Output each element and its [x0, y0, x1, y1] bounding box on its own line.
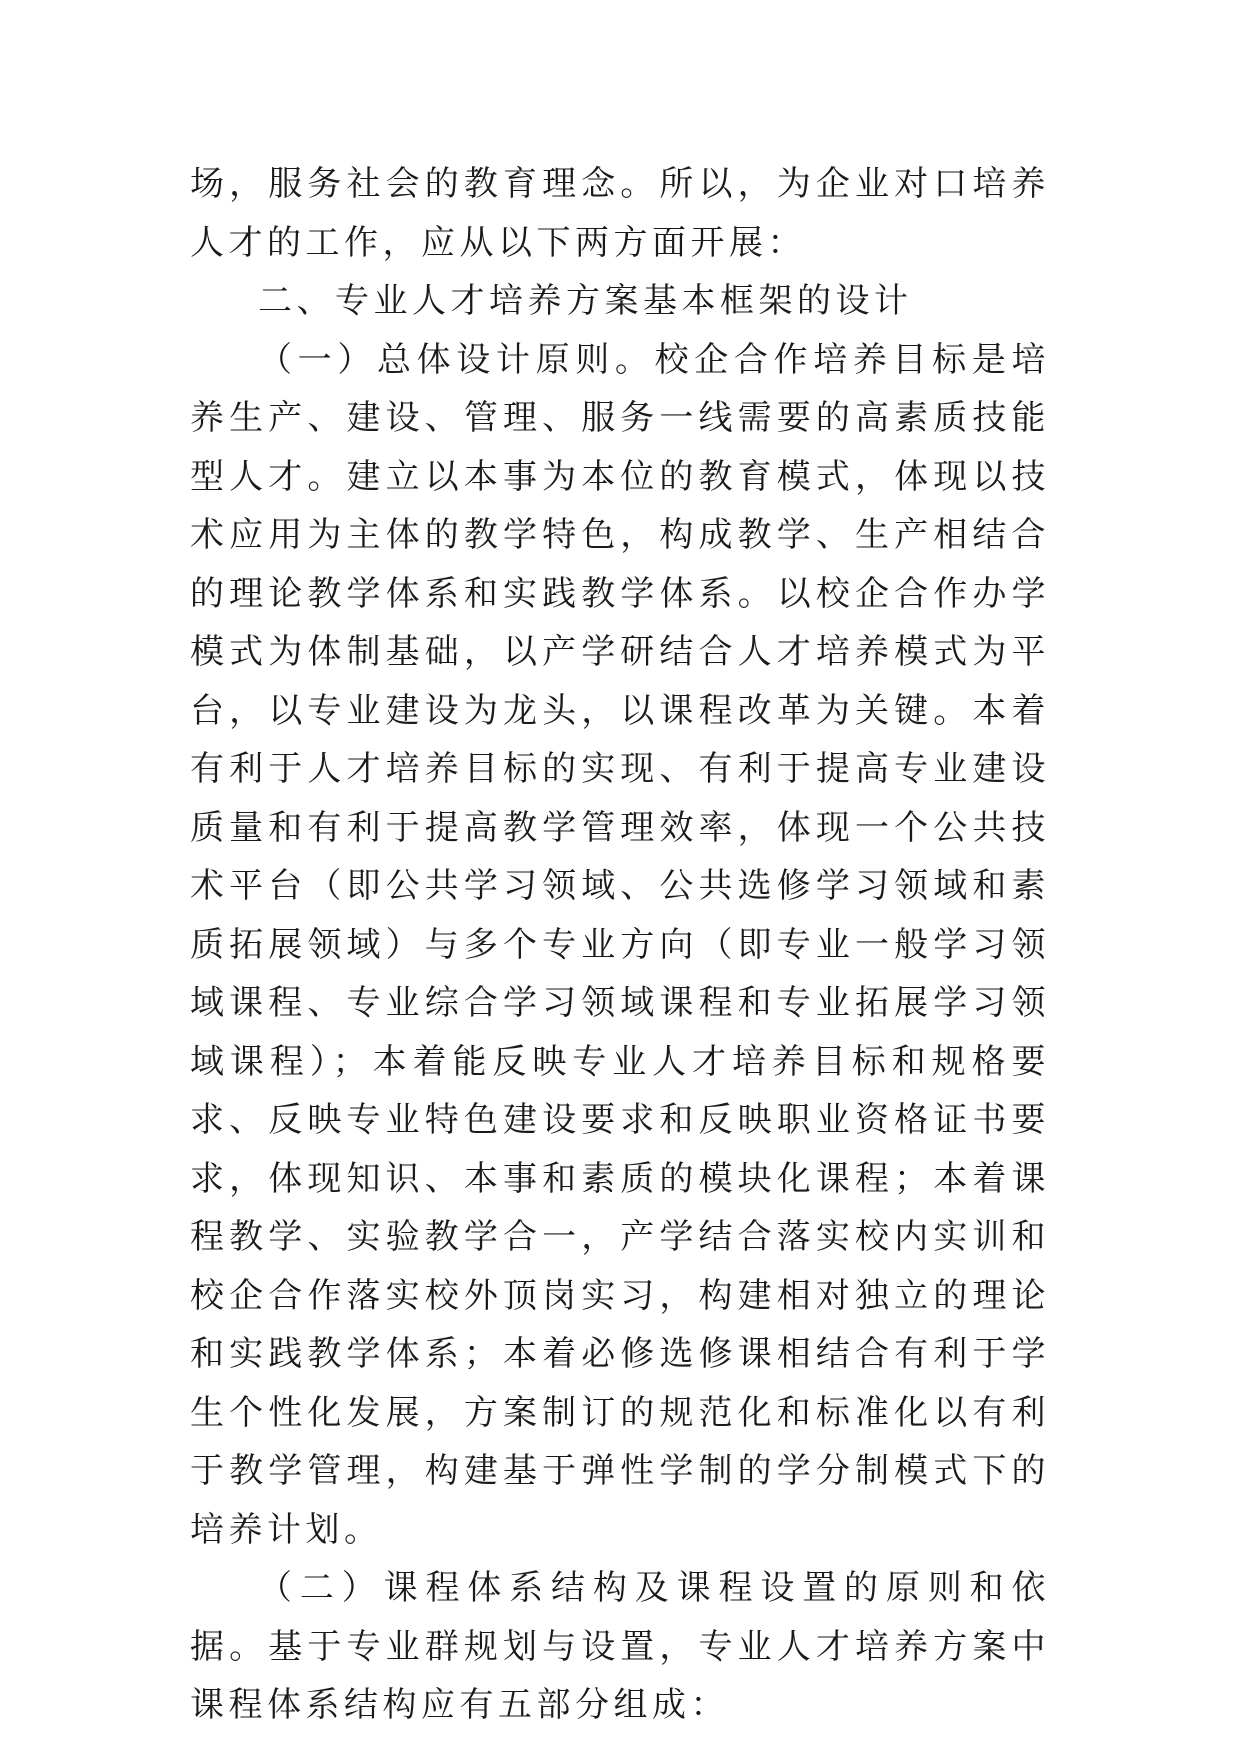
- section-heading: 二、专业人才培养方案基本框架的设计: [258, 281, 913, 321]
- document-body: [190, 155, 1050, 1735]
- paragraph-curriculum-structure: （二）课程体系结构及课程设置的原则和依据。基于专业群规划与设置，专业人才培养方案中课程体系结构应有五部分组成：: [190, 1568, 1050, 1725]
- paragraph-design-principles: （一）总体设计原则。校企合作培养目标是培养生产、建设、管理、服务一线需要的高素质技能型人才。建立以本事为本位的教育模式，体现以技术应用为主体的教学特色，构成教学、生产相结合的理论教学体系和实践教学体系。以校企合作办学模式为体制基础，以产学研结合人才培养模式为平台，以专业建设为龙头，以课程改革为关键。本着有利于人才培养目标的实现、有利于提高专业建设质量和有利于提高教学管理效率，体现一个公共技术平台（即公共学习领域、公共选修学习领域和素质拓展领域）与多个专业方向（即专业一般学习领域课程、专业综合学习领域课程和专业拓展学习领域课程）；本着能反映专业人才培养目标和规格要求、反映专业特色建设要求和反映职业资格证书要求，体现知识、本事和素质的模块化课程；本着课程教学、实验教学合一，产学结合落实校内实训和校企合作落实校外顶岗实习，构建相对独立的理论和实践教学体系；本着必修选修课相结合有利于学生个性化发展，方案制订的规范化和标准化以有利于教学管理，构建基于弹性学制的学分制模式下的培养计划。: [190, 339, 1050, 1550]
- paragraph-continuation: 场，服务社会的教育理念。所以，为企业对口培养人才的工作，应从以下两方面开展：: [190, 164, 1050, 263]
